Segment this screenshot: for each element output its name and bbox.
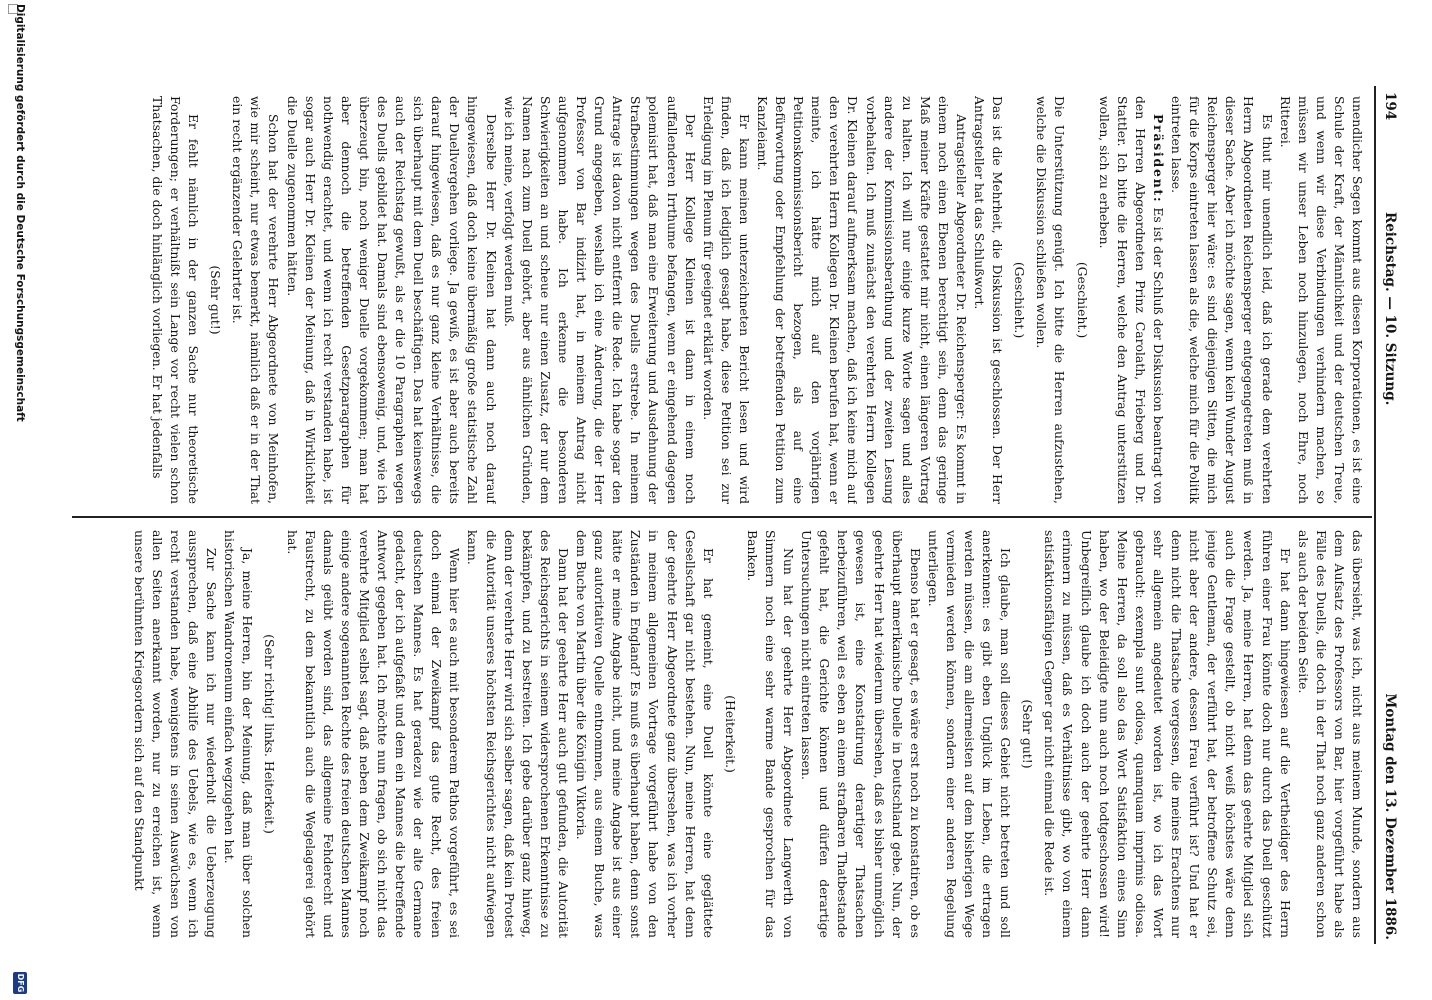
- paragraph: [206, 96, 224, 504]
- paragraph-text: Er hat gemeint, eine Duell könnte eine geglättete Gesellschaft gar nicht bestehen. Nun, meine Herren, hat denn der geehrte Herr Abgeordnete ganz übersehen, was ich vorher in meinem allgemeinen Vortrage vorgeführt habe von den Zuständen in England? Es muß es überhaupt haben, denn sonst hätte er meine Angabe nicht, und meine Angabe ist aus einer ganz autoritativen Quelle entnommen, aus einem Buche, was dem Buche von Martin über die Königin Viktoria.: [574, 530, 716, 938]
- paragraph: [1276, 96, 1366, 504]
- footer-credit: Digitalisierung gefördert durch die Deutsche Forschungsgemeinschaft: [14, 4, 26, 422]
- paragraph-text: Es thut mir unendlich leid, daß ich gerade dem verehrten Herrn Abgeordneten Reichensperger entgegengetreten muß in dieser Sache. Aber ich möchte sagen, wenn kein Wunder August Reichensperger hier wäre: es sind diejenigen Sitten, die mich für die Korps eintreten lassen als die, welche mich für die Politik eintreten lasse.: [1169, 96, 1275, 504]
- paragraph-text: Der Herr Kollege Kleinen ist dann in einem noch auffallenderen Irrthume befangen, wenn er eingehend dagegen polemisirt hat, daß man eine Erweiterung und Ausdehnung der Strafbestimmungen wegen des Duells erstrebe. In meinem Antrage ist davon nicht entfernt die Rede. Ich habe sogar den Grund angegeben, weshalb ich eine Änderung, die der Herr Professor von Bar indizirt hat, in meinem Antrag nicht aufgenommen habe. Ich erkenne die besonderen Schwierigkeiten an und scheue nur einen Zusatz, der nur dem Namen nach zum Duell gehört, aber aus ähnlichen Gründen, wie ich meine, verfolgt werden muß.: [501, 96, 698, 504]
- paragraph: [1018, 530, 1036, 938]
- paragraph-text: Ja, meine Herren, bin der Meinung, daß man über solchen historischen Wandronenum einfach wegzugehen hat.: [222, 530, 256, 938]
- paragraph: [753, 96, 970, 504]
- paragraph: [970, 96, 1006, 504]
- paragraph-text: Dann hat der geehrte Herr auch gut gefunden, die Autorität des Reichsgerichts in seinem widersprochenen Erkenntnisse zu bekämpfen, und zu bestreiten. Ich gebe darüber ganz hinweg, denn der verehrte Herr wird sich selber sagen, daß kein Protest die Autorität unseres höchsten Reichsgerichtes nicht aufwiegen kann.: [465, 530, 571, 938]
- paragraph-text: Nun hat der geehrte Herr Abgeordnete Langwerth von Simmern noch eine sehr warme Bande gesprochen für das Banken.: [744, 530, 797, 938]
- paragraph: [1294, 530, 1366, 938]
- paragraph: [1010, 96, 1028, 504]
- dfg-logo: DFG: [13, 972, 27, 994]
- paragraph: [148, 96, 202, 504]
- paragraph: [1073, 96, 1091, 504]
- paragraph: [1095, 96, 1167, 504]
- paragraph-text: Ich glaube, man soll dieses Gebiet nicht betreten und soll anerkennen: es gibt eben Unglück im Leben, die ertragen werden müssen, die am allermeisten auf dem bisherigen Wege vermieden werden können, sondern einer anderen Regelung unterliegen.: [925, 530, 1014, 938]
- left-column: [76, 96, 1366, 504]
- paragraph: [130, 530, 220, 938]
- paragraph: [282, 530, 463, 938]
- paragraph: [1040, 530, 1293, 938]
- paragraph-text: Ebenso hat er gesagt, es wäre erst noch zu konstatiren, ob es überhaupt amerikanische Duelle in Deutschland gebe. Nun, der geehrte Herr hat wiederum übersehen, daß es bisher unmöglich gewesen ist, eine Konstatirung derartiger Thatsachen herbeizuführen, weil es eben an einem strafbaren Thatbestande gefehlt hat, die Gerichte können und dürfen derartige Untersuchungen nicht eintreten lassen.: [799, 530, 923, 938]
- paragraph-text: (Heiterkeit.): [722, 695, 738, 773]
- paragraph-text: (Sehr richtig! links. Heiterkeit.): [262, 634, 278, 834]
- paragraph: [1032, 96, 1068, 504]
- paragraph-text: Er hat dann hingewiesen auf die Vertheidiger des Herrn führen einer Frau könnte doch nur durch das Duell geschützt werden. Ja, meine Herren, hat denn das geehrte Mitglied sich auch die Frage gestellt, ob nicht weiß höchstes wäre denn jenige Gentleman, der verführt hat, der betroffene Schutz sei, nicht aber der andere, dessen Frau verführt ist? Und hat er denn nicht die Thatsache vergessen, die meines Erachtens nur sehr allgemein angedeutet worden ist, wo ich das Wort gebraucht: exempla sunt odiosa, quamquam imprimis odiosa. Meine Herren, da soll also das Wort Satisfaktion eines Sinn haben, wo der Beleidigte nun auch noch todtgeschossen wird! Unbegreiflich glaube ich doch auch der geehrte Herr dann erinnern zu müssen, daß es Verhältnisse gibt, wo von einem satisfaktionsfähigen Gegner gar nicht einmal die Rede ist.: [1042, 530, 1293, 938]
- paragraph: [743, 530, 797, 938]
- paragraph-text: Das ist die Mehrheit, die Diskussion ist geschlossen. Der Herr Antragsteller hat das Schlußwort.: [972, 96, 1006, 504]
- paragraph-text: das übersieht, was ich, nicht aus meinem Munde, sondern aus dem Aufsatz des Professors von Bar, hier vorgeführt habe als Fälle des Duells, die doch in der That noch ganz anderen schon als auch der beiden Seite.: [1295, 530, 1365, 938]
- paragraph: [260, 530, 278, 938]
- paragraph: [699, 96, 753, 504]
- paragraph-text: (Geschieht.): [1074, 261, 1090, 339]
- paragraph: [924, 530, 1014, 938]
- paragraph-text: (Sehr gut!): [1020, 699, 1036, 769]
- paragraph-text: Schon hat der verehrte Herr Abgeordnete von Meinhofen, wie mir scheint, nur etwas bemerkt, nämlich daß er in der That ein recht ergänzender Gelehrter ist.: [230, 96, 282, 504]
- session-date: Montag den 13. Dezember 1886.: [1382, 693, 1398, 940]
- paragraph-text: Antragsteller Abgeordneter Dr. Reichensperger: Es kommt in einem noch einen Ebenen berechtigt sein, denn das geringe Maß meiner Kräfte gestattet mir nicht, einen längeren Vortrag zu halten. Ich will nur einige kurze Worte sagen und alles andere der Kommissionsberathung und der zweiten Lesung vorbehalten. Ich muß zunächst den verehrten Herrn Kollegen Dr. Kleinen darauf aufmerksam machen, daß ich keine mich auf den verehrten Herrn Kollegen Dr. Kleinen berufen hat, wenn er meinte, ich hätte mich auf den vorjährigen Petitionskommissionsbericht bezogen, als auf eine Befürwortung oder Empfehlung der betreffenden Petition zum Kanzleiamt.: [755, 96, 970, 504]
- paragraph-text: (Geschieht.): [1012, 261, 1028, 339]
- paragraph: [572, 530, 717, 938]
- paragraph: [1167, 96, 1276, 504]
- running-title: Reichstag. — 10. Sitzung.: [1382, 212, 1398, 406]
- right-column: [76, 530, 1366, 938]
- page-footer: [8, 0, 28, 1000]
- header-rule: [1374, 86, 1376, 944]
- paragraph-text: (Sehr gut!): [208, 265, 224, 335]
- paragraph: [500, 96, 699, 504]
- paragraph: [228, 96, 282, 504]
- paragraph: [282, 96, 499, 504]
- paragraph: [463, 530, 572, 938]
- paragraph: [797, 530, 924, 938]
- paragraph-text: Wenn hier es auch mit besonderem Pathos vorgeführt, es sei doch einmal der Zweikampf das gute Recht, des freien deutschen Mannes. Es hat geradezu wie der alte Germane gedacht, der ich aufgefaßt und dem ein Mannes die betreffende Antwort gegeben hat. Ich möchte nun fragen, ob sich nicht das verehrte Mitglied selbst sagt, daß neben dem Zweikampf noch einige andere sogenannten Rechte des freien deutschen Mannes damals geübt worden sind, das allgemeine Fehderecht und Faustrecht, zu dem bekanntlich auch die Wegelagerei gehört hat.: [284, 530, 463, 938]
- paragraph: [220, 530, 256, 938]
- column-rule: [72, 516, 1372, 518]
- paragraph-text: unendlicher Segen kommt aus diesen Korporationen, es ist eine Schule der Kraft, der Männlichkeit und der deutschen Treue, und wenn wir diese Verbindungen verhindern machen, so müssen wir unser Leben noch hinzulegen, noch Ehre, noch Ritterei.: [1277, 96, 1365, 504]
- paragraph-text: Es ist der Schluß der Diskussion beantragt von den Herren Abgeordneten Prinz Carolath, Frieberg und Dr. Stattler. Ich bitte die Herren, welche den Antrag unterstützen wollen, sich zu erheben.: [1096, 96, 1166, 504]
- page-number: 194: [1382, 92, 1398, 121]
- paragraph-text: Zur Sache kann ich nur wiederholt die Ueberzeugung aussprechen, daß eine Abhilfe des Uebels, wie es, wenn ich recht verstanden habe, wenigstens in seinen Auswüchsen von allen Seiten anerkannt worden, nur zu erreichen ist, wenn unsere berühmten Kriegsordern sich auf den Standpunkt: [131, 530, 220, 938]
- paragraph: [721, 530, 739, 938]
- paragraph-text: Er fehlt nämlich in der ganzen Sache nur theoretische Forderungen; er verhältnißt sein Lange vor recht vielen schon Thatsachen, die doch hinlänglich vorliegen. Er hat jedenfalls: [149, 96, 202, 504]
- paragraph-text: Er kann meinen unterzeichneten Bericht lesen und wird finden, daß ich lediglich gesagt habe, diese Petition sei zur Erledigung im Plenum für geeignet erklärt worden.: [700, 96, 752, 504]
- speaker-label: Präsident:: [1150, 114, 1166, 204]
- paragraph-text: Derselbe Herr Dr. Kleinen hat dann auch noch darauf hingewiesen, daß doch keine übermäßig große statistische Zahl der Duellvergehen vorliege. Ja gewiß, es ist aber auch bereits darauf hingewiesen, daß es nur ganz kleine Verhältnisse, die sich überhaupt mit dem Duell beschäftigen. Das hat keineswegs auch der Reichstag gewußt, als er die 10 Paragraphen wegen des Duells gebildet hat. Damals sind ebensowenig, und, wie ich überzeugt bin, noch weniger Duelle vorgekommen; man hat aber dennoch die betreffenden Gesetzparagraphen für nothwendig erachtet, und wenn ich recht verstanden habe, ist sogar auch Herr Dr. Kleinen der Meinung, daß in Wirklichkeit die Duelle zugenommen hätten.: [284, 96, 499, 504]
- page-header: [1374, 92, 1398, 940]
- paragraph-text: Die Unterstützung genügt. Ich bitte die Herren aufzustehen, welche die Diskussion schließen wollen.: [1034, 96, 1068, 504]
